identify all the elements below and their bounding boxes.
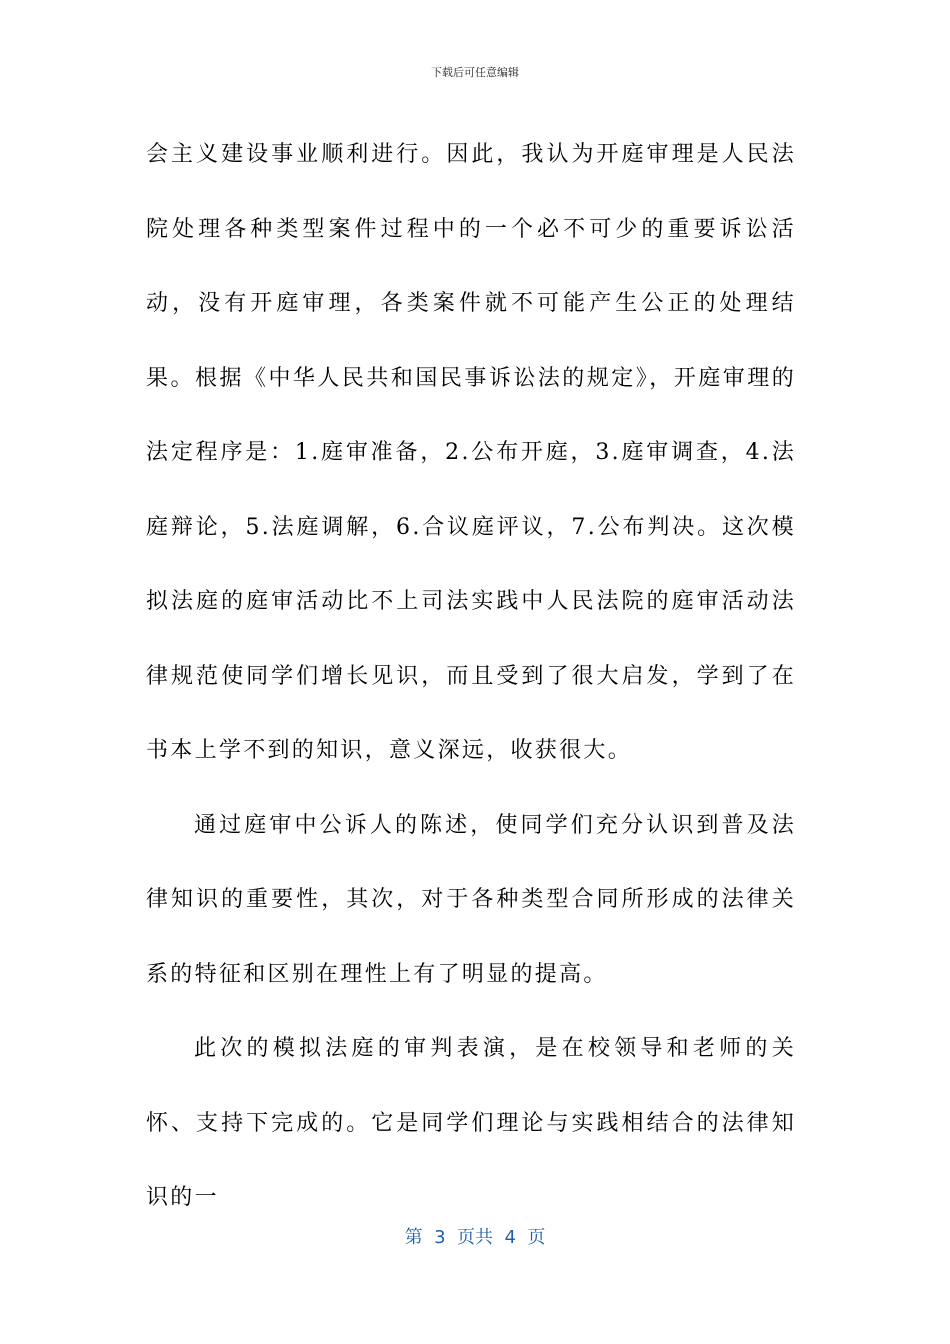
paragraph-continued: 会主义建设事业顺利进行。因此，我认为开庭审理是人民法院处理各种类型案件过程中的一个必不可少的重要诉讼活动，没有开庭审理，各类案件就不可能产生公正的处理结果。根据《中华人民共和国民事诉讼法的规定》，开庭审理的法定程序是：1.庭审准备，2.公布开庭，3.庭审调查，4.法庭辩论，5.法庭调解，6.合议庭评议，7.公布判决。这次模拟法庭的庭审活动比不上司法实践中人民法院的庭审活动法律规范使同学们增长见识，而且受到了很大启发，学到了在书本上学不到的知识，意义深远，收获很大。: [146, 142, 796, 763]
paragraph-mock-trial: 此次的模拟法庭的审判表演，是在校领导和老师的关怀、支持下完成的。它是同学们理论与实践相结合的法律知识的一: [146, 1036, 796, 1210]
document-body: [146, 118, 796, 1236]
paragraph-prosecutor-statement: 通过庭审中公诉人的陈述，使同学们充分认识到普及法律知识的重要性，其次，对于各种类型合同所形成的法律关系的特征和区别在理性上有了明显的提高。: [146, 812, 796, 987]
page-number-footer: 第 3 页共 4 页: [404, 1227, 546, 1248]
page-header: 下载后可任意编辑: [431, 66, 519, 79]
